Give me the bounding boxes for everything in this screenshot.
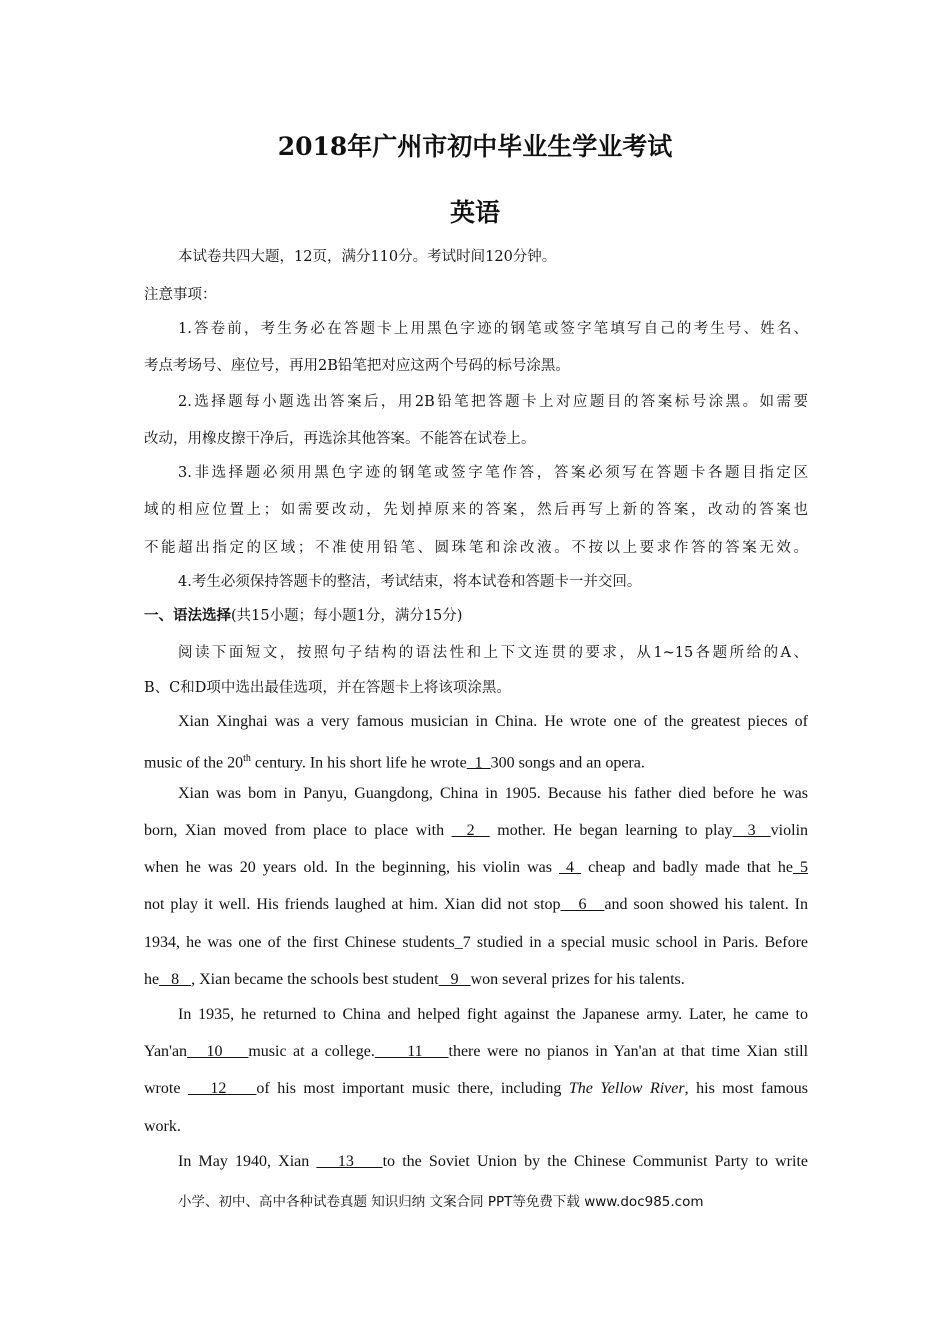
- passage-text: , Xian became the schools best student: [191, 971, 439, 988]
- passage-text: won several prizes for his talents.: [470, 971, 685, 988]
- blank-6: 6: [560, 896, 605, 913]
- passage-text: cheap and badly made that he: [581, 859, 793, 876]
- note-4: 4.考生必须保持答题卡的整洁，考试结束，将本试卷和答题卡一并交回。: [178, 574, 642, 590]
- passage-p3-line-1: In 1935, he returned to China and helped fight against the Japanese army. Later, he came to: [178, 1006, 808, 1023]
- passage-p2-line-4: [144, 894, 808, 916]
- passage-p3-line-3: [144, 1078, 808, 1100]
- passage-text: and soon showed his talent. In: [604, 896, 809, 913]
- section-1-heading-rest: (共15小题；每小题1分，满分15分): [231, 608, 463, 624]
- note-3-line-2: 域的相应位置上；如需要改动，先划掉原来的答案，然后再写上新的答案，改动的答案也: [144, 502, 808, 518]
- superscript: th: [243, 753, 251, 764]
- passage-text: In May 1940, Xian: [178, 1153, 317, 1170]
- passage-text: there were no pianos in Yan'an at that time Xian still: [448, 1043, 809, 1060]
- passage-text: music of the 20: [144, 754, 244, 772]
- footer-watermark: 小学、初中、高中各种试卷真题 知识归纳 文案合同 PPT等免费下载 www.doc985.com: [178, 1194, 704, 1210]
- blank-3: 3: [732, 822, 771, 839]
- passage-p4-line-1: [178, 1151, 808, 1173]
- blank-13: 13: [316, 1153, 383, 1170]
- intro-text: 本试卷共四大题，12页，满分110分。考试时间120分钟。: [178, 249, 557, 265]
- blank-12: 12: [187, 1080, 257, 1097]
- passage-text: violin: [770, 822, 809, 839]
- passage-p1-line-1: Xian Xinghai was a very famous musician in China. He wrote one of the greatest pieces of: [178, 713, 808, 730]
- passage-text: when he was 20 years old. In the beginning, his violin was: [144, 859, 559, 876]
- passage-text: not play it well. His friends laughed at him. Xian did not stop: [144, 896, 561, 913]
- passage-text: wrote: [144, 1080, 188, 1097]
- passage-text: of his most important music there, including: [256, 1080, 569, 1097]
- passage-p3-line-2: [144, 1041, 808, 1063]
- passage-p2-line-5: 1934, he was one of the first Chinese students_7 studied in a special music school in Paris. Before: [144, 934, 808, 951]
- note-2-line-2: 改动，用橡皮擦干净后，再选涂其他答案。不能答在试卷上。: [144, 431, 536, 447]
- passage-p2-line-2: [144, 820, 808, 842]
- passage-p2-line-3: [144, 857, 808, 879]
- section-1-instruction-line-2: B、C和D项中选出最佳选项，并在答题卡上将该项涂黑。: [144, 680, 511, 696]
- passage-text: mother. He began learning to play: [489, 822, 733, 839]
- passage-text: born, Xian moved from place to place with: [144, 822, 452, 839]
- note-3-line-3: 不能超出指定的区域；不准使用铅笔、圆珠笔和涂改液。不按以上要求作答的答案无效。: [144, 540, 808, 556]
- blank-11: 11: [374, 1043, 449, 1060]
- passage-text: music at a college.: [248, 1043, 375, 1060]
- passage-text: he: [144, 971, 160, 988]
- passage-text: century. In his short life he wrote: [250, 754, 467, 772]
- note-1-line-2: 考点考场号、座位号，再用2B铅笔把对应这两个号码的标号涂黑。: [144, 358, 570, 374]
- blank-8: 8: [159, 971, 192, 988]
- passage-p2-line-1: Xian was bom in Panyu, Guangdong, China in 1905. Because his father died before he was: [178, 785, 808, 802]
- passage-text: 300 songs and an opera.: [490, 754, 645, 772]
- notes-heading: 注意事项：: [144, 287, 217, 303]
- passage-p1-line-2: [144, 748, 808, 774]
- section-1-instruction-line-1: 阅读下面短文，按照句子结构的语法性和上下文连贯的要求，从1~15各题所给的A、: [178, 645, 808, 661]
- note-3-line-1: 3.非选择题必须用黑色字迹的钢笔或签字笔作答，答案必须写在答题卡各题目指定区: [178, 465, 808, 481]
- exam-title: 2018年广州市初中毕业生学业考试: [277, 132, 673, 161]
- blank-5: 5: [792, 859, 809, 876]
- blank-2: 2: [451, 822, 490, 839]
- section-1-heading-bold: 一、语法选择: [144, 607, 231, 624]
- passage-p2-line-6: [144, 969, 808, 991]
- passage-text: Yan'an: [144, 1043, 188, 1060]
- song-title: The Yellow River: [568, 1080, 685, 1097]
- note-1-line-1: 1.答卷前，考生务必在答题卡上用黑色字迹的钢笔或签字笔填写自己的考生号、姓名、: [178, 321, 808, 337]
- passage-text: to the Soviet Union by the Chinese Communist Party to write: [382, 1153, 809, 1170]
- blank-9: 9: [438, 971, 471, 988]
- subject-title: 英语: [449, 198, 500, 227]
- passage-p3-line-4: work.: [144, 1118, 181, 1135]
- passage-text: , his most famous: [684, 1080, 809, 1097]
- blank-1: 1: [466, 754, 491, 772]
- blank-10: 10: [187, 1043, 249, 1060]
- section-1-heading: [144, 605, 808, 627]
- note-2-line-1: 2.选择题每小题选出答案后，用2B铅笔把答题卡上对应题目的答案标号涂黑。如需要: [178, 394, 808, 410]
- blank-4: 4: [559, 859, 582, 876]
